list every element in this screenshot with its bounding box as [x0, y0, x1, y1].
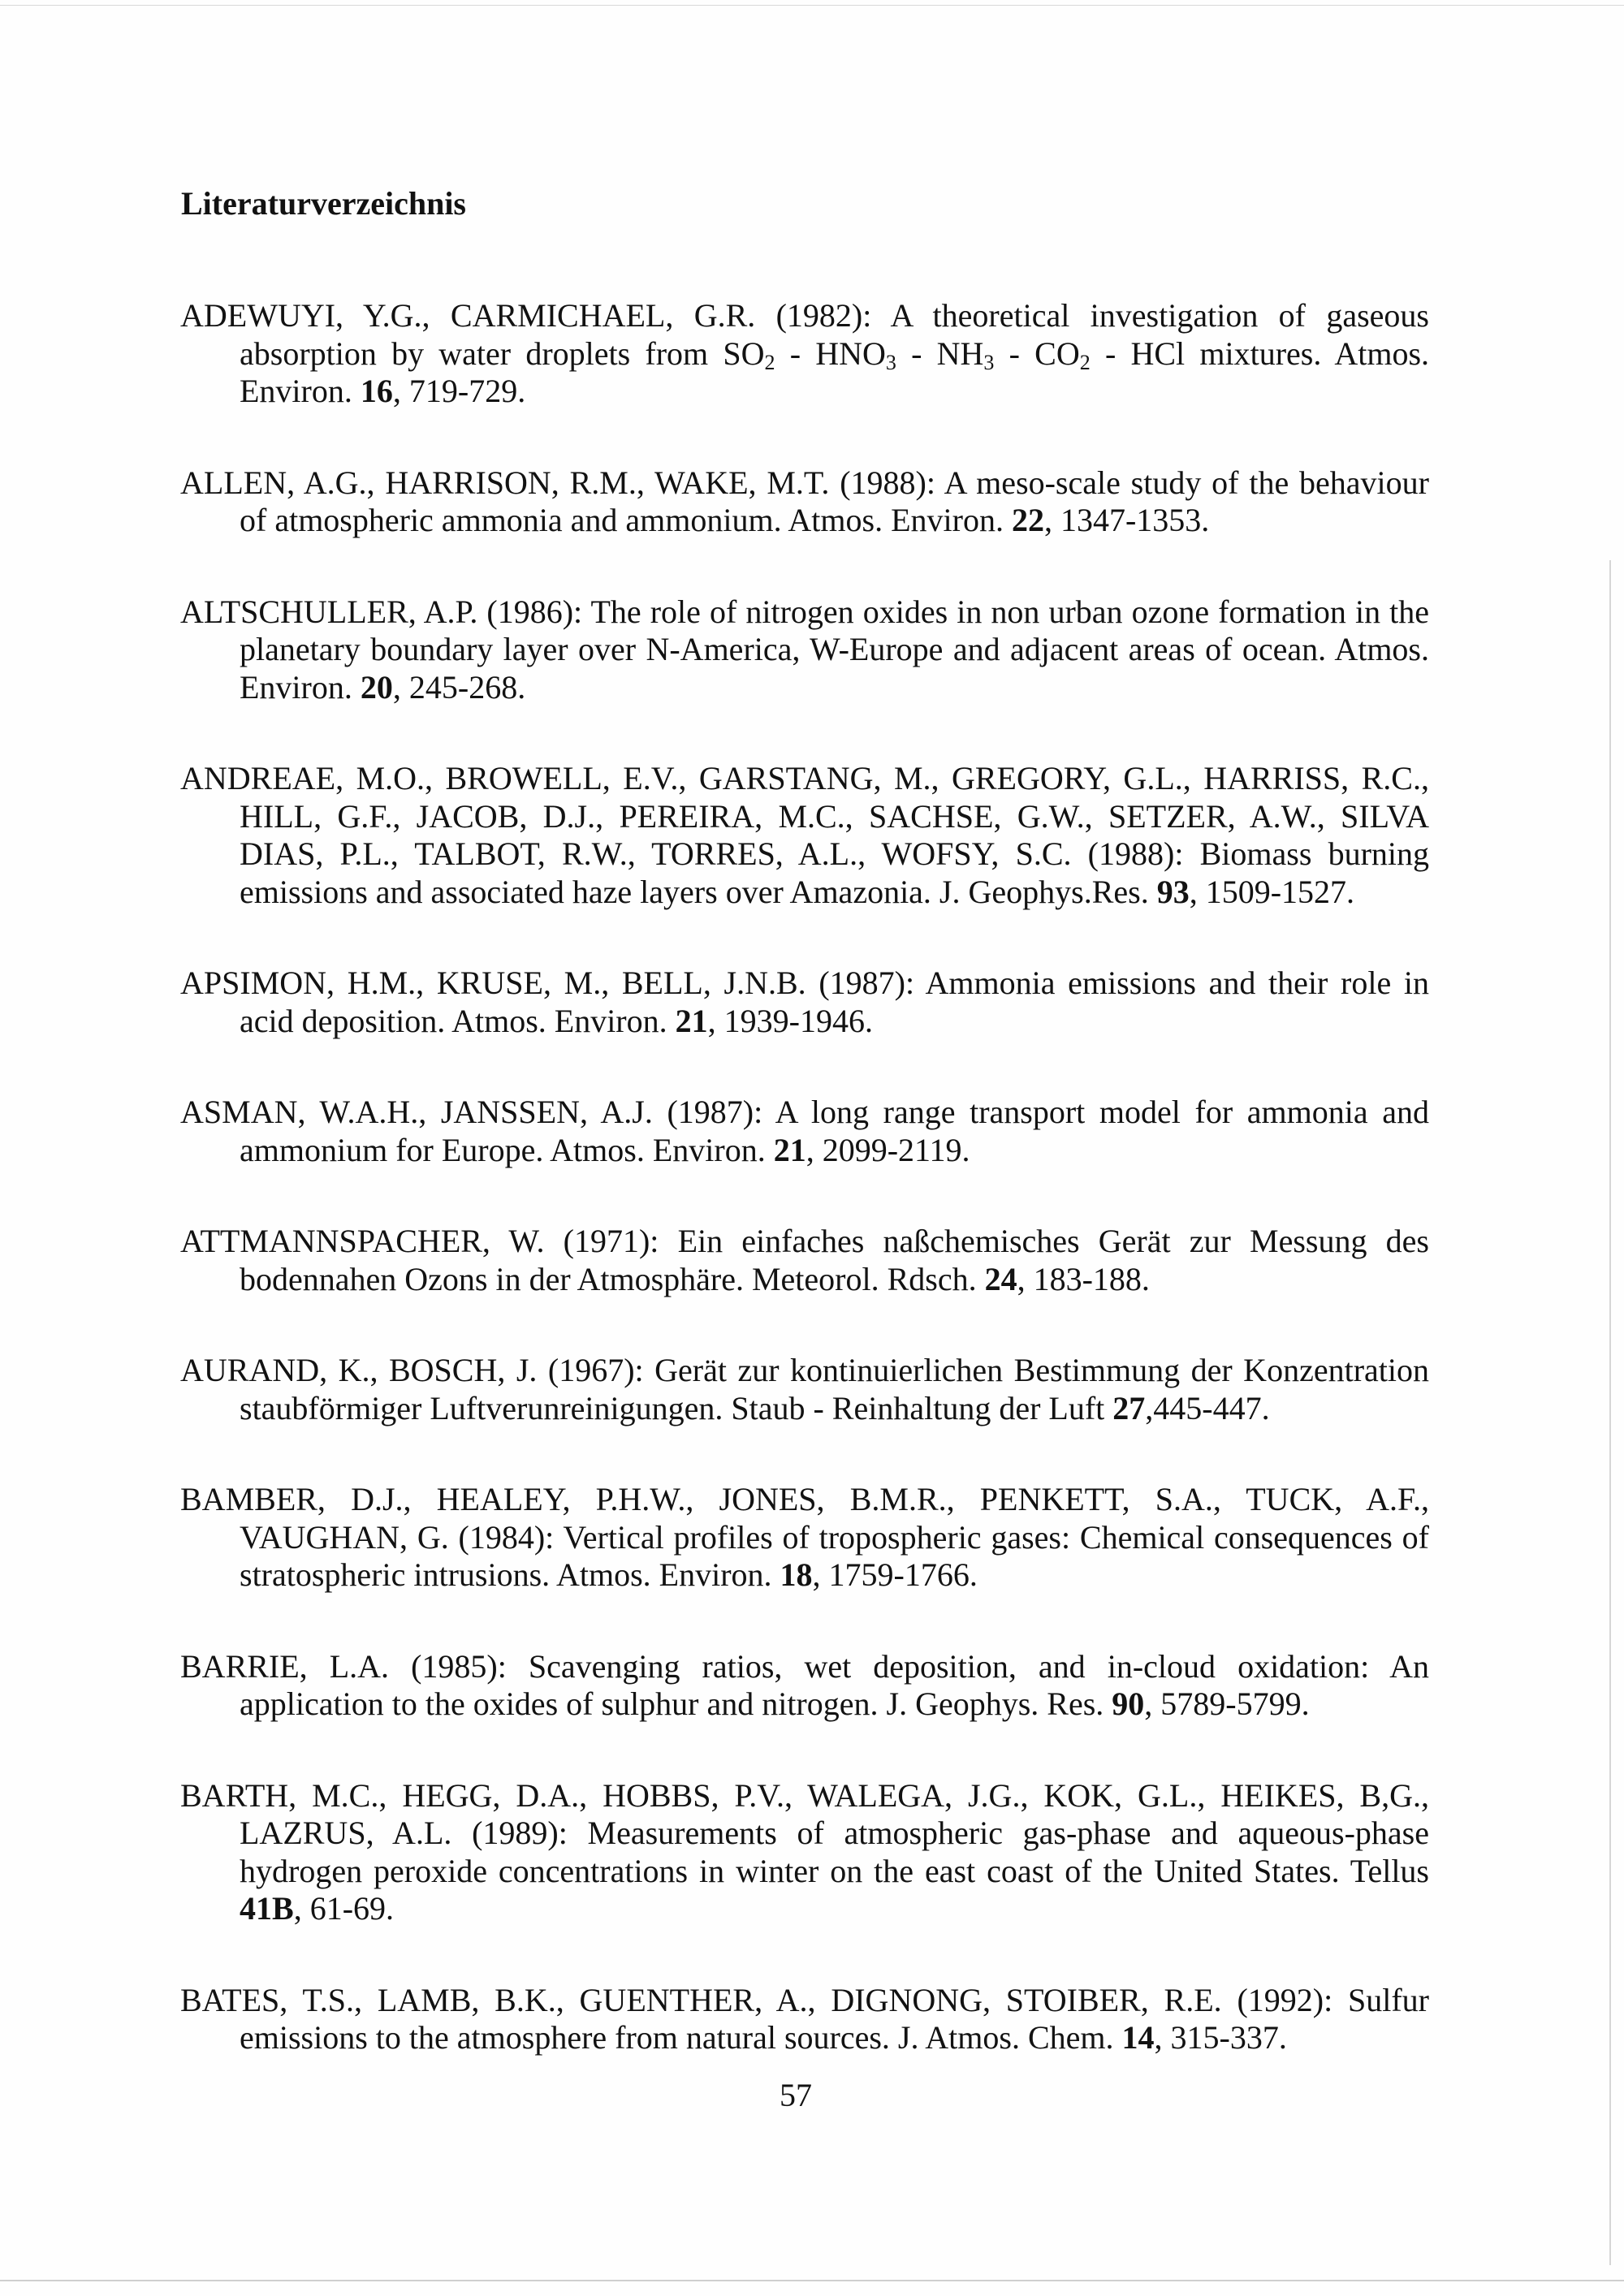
- reference-volume: 90: [1112, 1685, 1145, 1722]
- subscript: 2: [764, 350, 775, 374]
- reference-list: [180, 297, 1429, 2111]
- reference-pages: , 1759-1766.: [812, 1556, 978, 1593]
- reference-pages: , 1509-1527.: [1189, 873, 1355, 910]
- page-title: Literaturverzeichnis: [181, 185, 466, 222]
- reference-text: A theoretical investigation of gaseous absorption by water droplets from SO: [240, 297, 1429, 372]
- page-number: 57: [780, 2077, 812, 2113]
- reference-entry: [180, 1648, 1429, 1724]
- scan-edge-right: [1609, 560, 1611, 2265]
- reference-authors: ADEWUYI, Y.G., CARMICHAEL, G.R. (1982):: [180, 297, 891, 334]
- reference-entry: [180, 1223, 1429, 1298]
- reference-volume: 21: [773, 1131, 806, 1168]
- reference-volume: 93: [1156, 873, 1190, 910]
- reference-text: BARTH, M.C., HEGG, D.A., HOBBS, P.V., WALEGA, J.G., KOK, G.L., HEIKES, B,G., LAZRUS, A.L. (1989): Measurements of atmospheric gas-phase and aqueous-phase hydrogen peroxide concentrations in winter on the east coast of the United States. Tellus: [180, 1776, 1429, 1889]
- reference-text: BARRIE, L.A. (1985): Scavenging ratios, wet deposition, and in-cloud oxidation: An application to the oxides of sulphur and nitrogen. J. Geophys. Res.: [180, 1647, 1429, 1722]
- reference-volume: 16: [360, 373, 393, 409]
- reference-entry: [180, 1352, 1429, 1427]
- reference-pages: , 61-69.: [293, 1890, 395, 1927]
- reference-text: ALTSCHULLER, A.P. (1986): The role of nitrogen oxides in non urban ozone formation in the planetary boundary layer over N-America, W-Europe and adjacent areas of ocean. Atmos. Environ.: [180, 593, 1429, 706]
- reference-entry: [180, 297, 1429, 411]
- subscript: 3: [885, 350, 896, 374]
- reference-volume: 21: [675, 1002, 708, 1039]
- reference-text: APSIMON, H.M., KRUSE, M., BELL, J.N.B. (1987): Ammonia emissions and their role in acid deposition. Atmos. Environ.: [180, 965, 1429, 1039]
- reference-entry: [180, 464, 1429, 540]
- reference-pages: , 183-188.: [1017, 1260, 1150, 1297]
- reference-entry: [180, 760, 1429, 911]
- reference-text: AURAND, K., BOSCH, J. (1967): Gerät zur kontinuierlichen Bestimmung der Konzentration staubförmiger Luftverunreinigungen. Staub - Reinhaltung der Luft: [180, 1352, 1429, 1426]
- subscript: 2: [1079, 350, 1091, 374]
- reference-text: - CO: [994, 334, 1080, 372]
- reference-pages: , 1939-1946.: [707, 1002, 873, 1039]
- reference-pages: , 245-268.: [392, 668, 526, 706]
- reference-pages: , 315-337.: [1154, 2019, 1287, 2056]
- reference-text: BATES, T.S., LAMB, B.K., GUENTHER, A., DIGNONG, STOIBER, R.E. (1992): Sulfur emissions to the atmosphere from natural sources. J. Atmos. Chem.: [180, 1981, 1429, 2056]
- reference-volume: 14: [1121, 2019, 1155, 2056]
- reference-text: ANDREAE, M.O., BROWELL, E.V., GARSTANG, M., GREGORY, G.L., HARRISS, R.C., HILL, G.F., JACOB, D.J., PEREIRA, M.C., SACHSE, G.W., SETZER, A.W., SILVA DIAS, P.L., TALBOT, R.W., TORRES, A.L., WOFSY, S.C. (1988): Biomass burning emissions and associated haze layers over Amazonia. J. Geophys.Res.: [180, 760, 1429, 910]
- scan-edge-bottom: [0, 2280, 1624, 2281]
- reference-text: ATTMANNSPACHER, W. (1971): Ein einfaches naßchemisches Gerät zur Messung des bodennahen Ozons in der Atmosphäre. Meteorol. Rdsch.: [180, 1223, 1429, 1297]
- reference-entry: [180, 1982, 1429, 2057]
- reference-pages: , 719-729.: [392, 373, 526, 409]
- reference-text: - NH: [896, 334, 984, 372]
- reference-text: ALLEN, A.G., HARRISON, R.M., WAKE, M.T. (1988): A meso-scale study of the behaviour of atmospheric ammonia and ammonium. Atmos. Environ.: [180, 464, 1429, 538]
- reference-entry: [180, 1094, 1429, 1169]
- subscript: 3: [983, 350, 995, 374]
- reference-entry: [180, 593, 1429, 707]
- reference-pages: , 1347-1353.: [1043, 502, 1210, 538]
- reference-entry: [180, 1777, 1429, 1928]
- reference-volume: 41B: [240, 1890, 294, 1927]
- reference-volume: 24: [984, 1260, 1017, 1297]
- reference-pages: ,445-447.: [1145, 1389, 1270, 1426]
- reference-volume: 22: [1011, 502, 1044, 538]
- reference-text: - HNO: [775, 334, 886, 372]
- reference-text: ASMAN, W.A.H., JANSSEN, A.J. (1987): A long range transport model for ammonia and ammonium for Europe. Atmos. Environ.: [180, 1094, 1429, 1168]
- reference-pages: , 2099-2119.: [806, 1131, 970, 1168]
- reference-entry: [180, 965, 1429, 1040]
- reference-text: - HCl mixtures. Atmos. Environ.: [240, 334, 1430, 409]
- scan-edge-top: [0, 5, 1624, 6]
- reference-entry: [180, 1481, 1429, 1595]
- reference-volume: 18: [780, 1556, 813, 1593]
- reference-text: BAMBER, D.J., HEALEY, P.H.W., JONES, B.M.R., PENKETT, S.A., TUCK, A.F., VAUGHAN, G. (1984): Vertical profiles of tropospheric gases: Chemical consequences of stratospheric intrusions. Atmos. Environ.: [180, 1481, 1429, 1593]
- reference-pages: , 5789-5799.: [1144, 1685, 1310, 1722]
- reference-volume: 27: [1112, 1389, 1146, 1426]
- reference-volume: 20: [360, 668, 393, 706]
